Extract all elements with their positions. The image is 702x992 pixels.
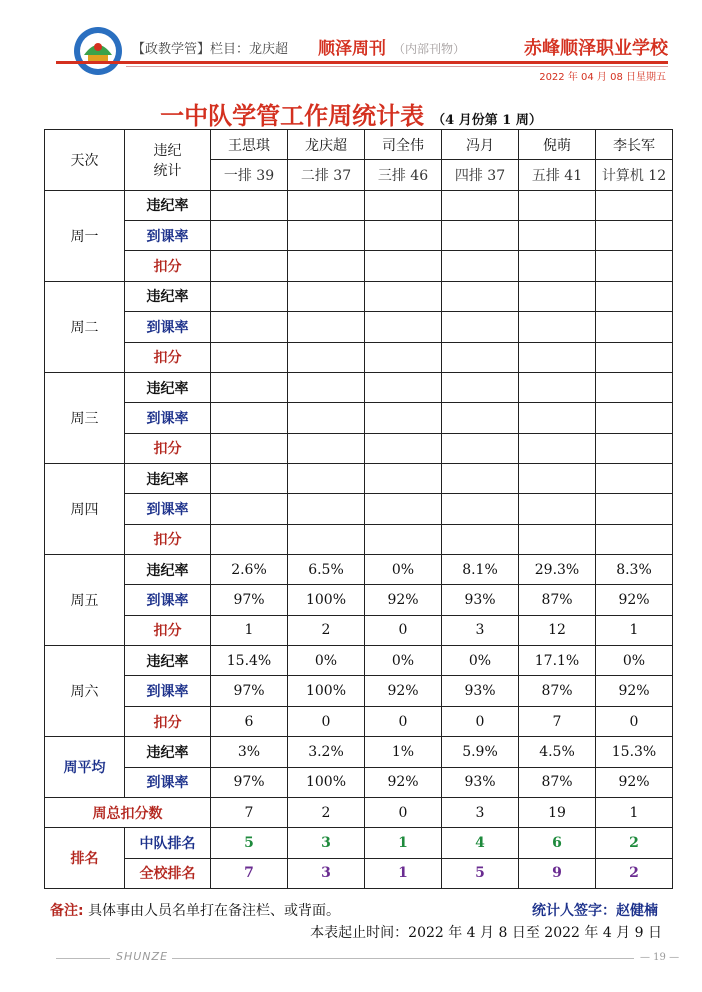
- school-rank-cell: 7: [211, 858, 288, 888]
- day-label: 周五: [45, 555, 125, 646]
- value-cell: 0: [596, 706, 673, 736]
- avg-cell: 97%: [211, 767, 288, 797]
- value-cell: [288, 312, 365, 342]
- value-cell: [442, 463, 519, 493]
- value-cell: [519, 524, 596, 554]
- header-divider-thin: [126, 66, 668, 67]
- person-class: 二排 37: [288, 160, 365, 190]
- value-cell: [365, 281, 442, 311]
- table-row: [45, 190, 673, 220]
- value-cell: 92%: [596, 585, 673, 615]
- value-cell: 8.1%: [442, 555, 519, 585]
- signer: 统计人签字：赵健楠: [532, 903, 658, 919]
- value-cell: [211, 342, 288, 372]
- table-row: [45, 281, 673, 311]
- value-cell: [365, 403, 442, 433]
- team-rank-cell: 2: [596, 828, 673, 858]
- table-row: [45, 221, 673, 251]
- value-cell: 0: [365, 706, 442, 736]
- metric-attendance-label: 到课率: [125, 494, 211, 524]
- page-header: [0, 0, 702, 92]
- value-cell: 8.3%: [596, 555, 673, 585]
- value-cell: [596, 342, 673, 372]
- value-cell: 6.5%: [288, 555, 365, 585]
- table-row: [45, 433, 673, 463]
- value-cell: 3: [442, 615, 519, 645]
- value-cell: [596, 372, 673, 402]
- value-cell: 92%: [365, 585, 442, 615]
- person-class: 四排 37: [442, 160, 519, 190]
- value-cell: [365, 463, 442, 493]
- team-rank-cell: 4: [442, 828, 519, 858]
- team-rank-cell: 5: [211, 828, 288, 858]
- value-cell: [288, 221, 365, 251]
- avg-cell: 93%: [442, 767, 519, 797]
- person-class: 一排 39: [211, 160, 288, 190]
- weekly-title: 顺泽周刊: [318, 39, 386, 59]
- internal-note: （内部刊物）: [393, 42, 466, 56]
- value-cell: [519, 463, 596, 493]
- ranking-label: 排名: [45, 828, 125, 889]
- value-cell: [519, 251, 596, 281]
- value-cell: [442, 433, 519, 463]
- metric-attendance-label: 到课率: [125, 312, 211, 342]
- metric-deduction-label: 扣分: [125, 706, 211, 736]
- avg-cell: 92%: [596, 767, 673, 797]
- avg-cell: 15.3%: [596, 737, 673, 767]
- metric-violation-label: 违纪率: [125, 190, 211, 220]
- weekly-stats-table: [44, 129, 673, 889]
- table-row: [45, 828, 673, 858]
- table-row: [45, 646, 673, 676]
- metric-violation-label: 违纪率: [125, 555, 211, 585]
- table-row: [45, 524, 673, 554]
- table-row: [45, 403, 673, 433]
- value-cell: 92%: [365, 676, 442, 706]
- value-cell: [365, 524, 442, 554]
- total-cell: 3: [442, 797, 519, 827]
- day-label: 周二: [45, 281, 125, 372]
- metric-violation-label: 违纪率: [125, 646, 211, 676]
- value-cell: [442, 372, 519, 402]
- value-cell: [519, 221, 596, 251]
- value-cell: [288, 433, 365, 463]
- value-cell: [596, 524, 673, 554]
- day-label: 周一: [45, 190, 125, 281]
- value-cell: [211, 463, 288, 493]
- value-cell: 87%: [519, 676, 596, 706]
- value-cell: [596, 494, 673, 524]
- value-cell: [211, 403, 288, 433]
- value-cell: [288, 372, 365, 402]
- footer-line-right: [172, 958, 634, 959]
- value-cell: [519, 312, 596, 342]
- total-deduction-label: 周总扣分数: [45, 797, 211, 827]
- table-row: [45, 797, 673, 827]
- value-cell: [519, 433, 596, 463]
- value-cell: [365, 342, 442, 372]
- table-row: [45, 312, 673, 342]
- total-cell: 2: [288, 797, 365, 827]
- value-cell: 0%: [442, 646, 519, 676]
- metric-violation-label: 违纪率: [125, 463, 211, 493]
- value-cell: [596, 251, 673, 281]
- avg-cell: 100%: [288, 767, 365, 797]
- value-cell: [442, 403, 519, 433]
- value-cell: [596, 221, 673, 251]
- table-row: [45, 706, 673, 736]
- value-cell: [442, 251, 519, 281]
- note-text: 具体事由人员名单打在备注栏、或背面。: [88, 903, 341, 919]
- day-label: 周六: [45, 646, 125, 737]
- value-cell: [288, 251, 365, 281]
- school-rank-cell: 9: [519, 858, 596, 888]
- avg-cell: 4.5%: [519, 737, 596, 767]
- person-name: 王思琪: [211, 130, 288, 160]
- total-cell: 7: [211, 797, 288, 827]
- value-cell: 0%: [365, 555, 442, 585]
- value-cell: [211, 312, 288, 342]
- value-cell: [596, 190, 673, 220]
- value-cell: 0%: [596, 646, 673, 676]
- value-cell: 93%: [442, 585, 519, 615]
- value-cell: [288, 190, 365, 220]
- metric-violation-label: 违纪率: [125, 372, 211, 402]
- metric-deduction-label: 扣分: [125, 251, 211, 281]
- value-cell: 17.1%: [519, 646, 596, 676]
- person-name: 冯月: [442, 130, 519, 160]
- value-cell: 0: [365, 615, 442, 645]
- table-row: [45, 737, 673, 767]
- person-name: 李长军: [596, 130, 673, 160]
- value-cell: [211, 281, 288, 311]
- metric-deduction-label: 扣分: [125, 342, 211, 372]
- table-subtitle: （4 月份第 1 周）: [432, 113, 542, 128]
- person-class: 五排 41: [519, 160, 596, 190]
- metric-attendance-label: 到课率: [125, 585, 211, 615]
- value-cell: 0: [288, 706, 365, 736]
- header-divider: [56, 61, 668, 64]
- value-cell: 0%: [288, 646, 365, 676]
- footer-brand: SHUNZE: [116, 950, 169, 963]
- metric-deduction-label: 扣分: [125, 433, 211, 463]
- value-cell: [596, 433, 673, 463]
- metric-attendance-label: 到课率: [125, 676, 211, 706]
- avg-cell: 3.2%: [288, 737, 365, 767]
- avg-cell: 5.9%: [442, 737, 519, 767]
- value-cell: 15.4%: [211, 646, 288, 676]
- table-body: [45, 130, 673, 889]
- value-cell: [365, 251, 442, 281]
- value-cell: 0%: [365, 646, 442, 676]
- table-row: [45, 342, 673, 372]
- value-cell: [365, 494, 442, 524]
- value-cell: 1: [596, 615, 673, 645]
- value-cell: 29.3%: [519, 555, 596, 585]
- metric-violation-label: 违纪率: [125, 281, 211, 311]
- value-cell: [365, 190, 442, 220]
- issue-date: 2022 年 04 月 08 日星期五: [539, 72, 666, 83]
- value-cell: [365, 433, 442, 463]
- table-row: [45, 676, 673, 706]
- table-row: [45, 463, 673, 493]
- value-cell: [211, 251, 288, 281]
- value-cell: [519, 281, 596, 311]
- school-rank-label: 全校排名: [125, 858, 211, 888]
- metric-attendance-label: 到课率: [125, 221, 211, 251]
- metric-violation-label: 违纪率: [125, 737, 211, 767]
- footer-line-left: [56, 958, 110, 959]
- value-cell: [596, 463, 673, 493]
- value-cell: [365, 221, 442, 251]
- school-name: 赤峰顺泽职业学校: [524, 38, 668, 59]
- value-cell: [442, 494, 519, 524]
- team-rank-label: 中队排名: [125, 828, 211, 858]
- value-cell: [442, 312, 519, 342]
- total-cell: 19: [519, 797, 596, 827]
- avg-cell: 87%: [519, 767, 596, 797]
- time-period: 本表起止时间：2022 年 4 月 8 日至 2022 年 4 月 9 日: [310, 925, 662, 941]
- value-cell: [596, 403, 673, 433]
- header-stat: 违纪 统计: [125, 130, 211, 191]
- value-cell: 97%: [211, 585, 288, 615]
- header-day: 天次: [45, 130, 125, 191]
- value-cell: [596, 281, 673, 311]
- value-cell: 97%: [211, 676, 288, 706]
- school-logo-icon: [70, 25, 126, 77]
- team-rank-cell: 3: [288, 828, 365, 858]
- school-rank-cell: 2: [596, 858, 673, 888]
- value-cell: 100%: [288, 676, 365, 706]
- value-cell: [288, 342, 365, 372]
- weekly-avg-label: 周平均: [45, 737, 125, 798]
- column-label: 【政教学管】栏目：龙庆超: [132, 42, 289, 57]
- table-row: [45, 555, 673, 585]
- value-cell: [211, 221, 288, 251]
- value-cell: [288, 281, 365, 311]
- avg-cell: 92%: [365, 767, 442, 797]
- table-row: [45, 130, 673, 160]
- value-cell: [596, 312, 673, 342]
- value-cell: 93%: [442, 676, 519, 706]
- value-cell: [519, 494, 596, 524]
- value-cell: [211, 494, 288, 524]
- value-cell: [442, 190, 519, 220]
- table-title: 一中队学管工作周统计表: [160, 101, 425, 130]
- total-cell: 0: [365, 797, 442, 827]
- total-cell: 1: [596, 797, 673, 827]
- school-rank-cell: 3: [288, 858, 365, 888]
- table-row: [45, 251, 673, 281]
- team-rank-cell: 1: [365, 828, 442, 858]
- table-row: [45, 585, 673, 615]
- school-rank-cell: 1: [365, 858, 442, 888]
- value-cell: 87%: [519, 585, 596, 615]
- value-cell: [519, 190, 596, 220]
- value-cell: 1: [211, 615, 288, 645]
- day-label: 周四: [45, 463, 125, 554]
- metric-attendance-label: 到课率: [125, 403, 211, 433]
- table-row: [45, 858, 673, 888]
- person-name: 司全伟: [365, 130, 442, 160]
- value-cell: 2.6%: [211, 555, 288, 585]
- table-row: [45, 767, 673, 797]
- table-row: [45, 615, 673, 645]
- value-cell: 6: [211, 706, 288, 736]
- table-row: [45, 494, 673, 524]
- value-cell: 2: [288, 615, 365, 645]
- value-cell: [211, 190, 288, 220]
- value-cell: [288, 494, 365, 524]
- value-cell: [365, 312, 442, 342]
- value-cell: [288, 463, 365, 493]
- metric-attendance-label: 到课率: [125, 767, 211, 797]
- person-class: 计算机 12: [596, 160, 673, 190]
- day-label: 周三: [45, 372, 125, 463]
- metric-deduction-label: 扣分: [125, 615, 211, 645]
- value-cell: [519, 342, 596, 372]
- page-title: [0, 96, 702, 131]
- value-cell: [211, 524, 288, 554]
- metric-deduction-label: 扣分: [125, 524, 211, 554]
- page-number: — 19 —: [640, 952, 680, 963]
- person-name: 龙庆超: [288, 130, 365, 160]
- value-cell: 7: [519, 706, 596, 736]
- value-cell: [442, 281, 519, 311]
- school-rank-cell: 5: [442, 858, 519, 888]
- avg-cell: 3%: [211, 737, 288, 767]
- person-class: 三排 46: [365, 160, 442, 190]
- value-cell: 12: [519, 615, 596, 645]
- value-cell: [288, 403, 365, 433]
- value-cell: [288, 524, 365, 554]
- value-cell: [519, 372, 596, 402]
- team-rank-cell: 6: [519, 828, 596, 858]
- avg-cell: 1%: [365, 737, 442, 767]
- value-cell: [442, 221, 519, 251]
- value-cell: [211, 433, 288, 463]
- note-label: 备注:: [50, 903, 84, 919]
- value-cell: 92%: [596, 676, 673, 706]
- value-cell: 100%: [288, 585, 365, 615]
- value-cell: [442, 524, 519, 554]
- value-cell: [442, 342, 519, 372]
- table-row: [45, 372, 673, 402]
- person-name: 倪萌: [519, 130, 596, 160]
- value-cell: 0: [442, 706, 519, 736]
- footer-note: [50, 900, 340, 920]
- value-cell: [211, 372, 288, 402]
- value-cell: [365, 372, 442, 402]
- value-cell: [519, 403, 596, 433]
